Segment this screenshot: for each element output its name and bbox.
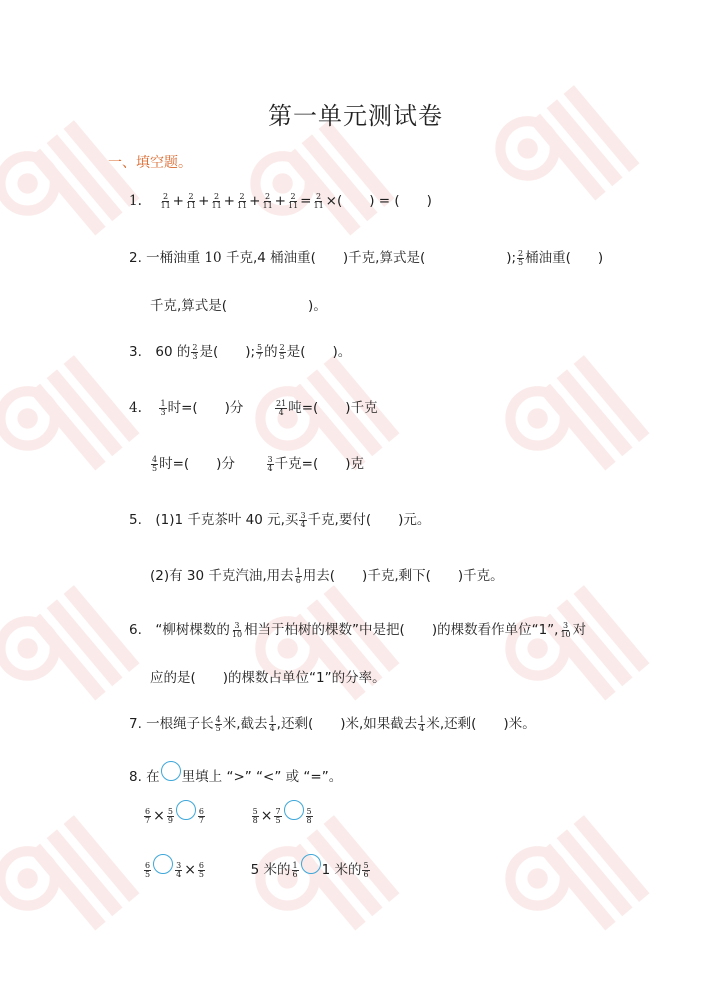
fraction: $\frac{2}{11}$: [313, 191, 324, 210]
question-text: 3. 60 的: [129, 344, 191, 360]
fraction: $\frac{2}{11}$: [262, 191, 273, 210]
comparison-row-2: [143, 858, 371, 880]
fraction: $\frac{2}{11}$: [160, 191, 171, 210]
section-heading: 一、填空题。: [108, 155, 192, 171]
fraction: $\frac{5}{8}$: [306, 806, 312, 825]
times-sign: ×: [153, 808, 165, 824]
question-text: 2. 一桶油重: [129, 250, 201, 266]
fraction: $\frac{5}{7}$: [257, 342, 263, 361]
question-text: 7. 一根绳子长: [129, 716, 214, 732]
question-text[interactable]: 桶油重( ): [525, 250, 604, 266]
question-number-value: 10: [204, 250, 222, 266]
fraction: $\frac{5}{6}$: [363, 860, 369, 879]
fraction: $\frac{4}{5}$: [215, 714, 221, 733]
fraction: $\frac{3}{4}$: [267, 454, 273, 473]
fraction: $\frac{6}{7}$: [198, 806, 205, 825]
plus-sign: +: [249, 193, 261, 209]
fraction: $\frac{1}{4}$: [419, 714, 425, 733]
comparison-text: 1 米的: [321, 862, 362, 878]
fraction: $\frac{6}{7}$: [145, 806, 151, 825]
conversion-item[interactable]: 千克=( )克: [274, 456, 364, 472]
question-text: (2)有 30 千克汽油,用去: [150, 568, 294, 584]
answer-circle[interactable]: [284, 800, 304, 820]
comparison-text: 5 米的: [250, 862, 291, 878]
fraction: $\frac{2}{5}$: [518, 248, 524, 267]
question-4-row-2: [150, 452, 364, 473]
plus-sign: +: [198, 193, 210, 209]
fraction: $\frac{21}{4}$: [276, 398, 287, 417]
question-text[interactable]: 米,还剩( )米。: [426, 716, 536, 732]
conversion-item[interactable]: 时=( )分: [159, 456, 235, 472]
page-title: 第一单元测试卷: [268, 102, 443, 130]
question-text[interactable]: ,还剩( )米,如果截去: [276, 716, 418, 732]
question-5-part-2: [150, 564, 504, 585]
fraction: $\frac{6}{5}$: [198, 860, 205, 879]
question-6: [129, 618, 586, 639]
fraction: $\frac{1}{3}$: [160, 398, 166, 417]
question-text: 8. 在: [129, 769, 160, 785]
question-text[interactable]: 是( )。: [286, 344, 352, 360]
fraction: $\frac{3}{4}$: [300, 510, 306, 529]
question-number: 4.: [129, 400, 142, 416]
answer-circle[interactable]: [176, 800, 196, 820]
question-text[interactable]: 相当于柏树的棵数”中是把( )的棵数看作单位“1”,: [244, 622, 559, 638]
fraction: $\frac{5}{9}$: [167, 806, 173, 825]
question-number: 1.: [129, 193, 142, 209]
fraction: $\frac{2}{11}$: [287, 191, 299, 210]
question-2-continued[interactable]: 千克,算式是( )。: [150, 298, 327, 314]
question-text: 对: [572, 622, 587, 638]
plus-sign: +: [274, 193, 286, 209]
question-3: [129, 340, 351, 361]
question-text: 里填上 “>” “<” 或 “=”。: [181, 769, 343, 785]
fraction: $\frac{7}{5}$: [275, 806, 281, 825]
question-text[interactable]: 用去( )千克,剩下( )千克。: [302, 568, 504, 584]
question-2: [129, 246, 603, 267]
times-sign: ×: [184, 862, 196, 878]
fraction: $\frac{1}{6}$: [292, 860, 298, 879]
question-text: 的: [264, 344, 278, 360]
question-text: 米,截去: [222, 716, 268, 732]
fraction: $\frac{3}{4}$: [176, 860, 182, 879]
answer-circle[interactable]: [161, 761, 181, 781]
conversion-item[interactable]: 时=( )分: [167, 400, 244, 416]
question-text: 5. (1)1 千克茶叶 40 元,买: [129, 512, 299, 528]
fraction: $\frac{1}{4}$: [269, 714, 275, 733]
fraction: $\frac{2}{11}$: [185, 191, 197, 210]
times-sign: ×: [260, 808, 273, 824]
fraction: $\frac{3}{10}$: [231, 620, 243, 639]
question-text: 6. “柳树棵数的: [129, 622, 230, 638]
question-4-row-1: [129, 396, 378, 417]
conversion-item[interactable]: 吨=( )千克: [288, 400, 378, 416]
fraction: $\frac{5}{8}$: [252, 806, 258, 825]
fraction: $\frac{4}{5}$: [152, 454, 158, 473]
fraction: $\frac{2}{5}$: [279, 342, 285, 361]
question-6-continued[interactable]: 应的是( )的棵数占单位“1”的分率。: [150, 670, 386, 686]
question-7: [129, 712, 536, 733]
equals-sign: =: [300, 193, 312, 209]
answer-blanks[interactable]: ×( ) = ( ): [325, 193, 432, 209]
fraction: $\frac{1}{6}$: [295, 566, 301, 585]
fraction: $\frac{2}{11}$: [236, 191, 248, 210]
question-text[interactable]: 是( );: [199, 344, 256, 360]
answer-circle[interactable]: [153, 854, 173, 874]
plus-sign: +: [172, 193, 184, 209]
fraction: $\frac{2}{11}$: [211, 191, 222, 210]
question-8: [129, 765, 342, 787]
fraction: $\frac{6}{5}$: [145, 860, 151, 879]
fraction: $\frac{3}{10}$: [560, 620, 571, 639]
question-text[interactable]: 千克,4 桶油重( )千克,算式是( );: [225, 250, 517, 266]
plus-sign: +: [223, 193, 235, 209]
question-text[interactable]: 千克,要付( )元。: [307, 512, 431, 528]
answer-circle[interactable]: [301, 854, 321, 874]
comparison-row-1: [143, 806, 314, 826]
question-1: [129, 189, 432, 210]
fraction: $\frac{2}{3}$: [192, 342, 198, 361]
question-5-part-1: [129, 508, 430, 529]
